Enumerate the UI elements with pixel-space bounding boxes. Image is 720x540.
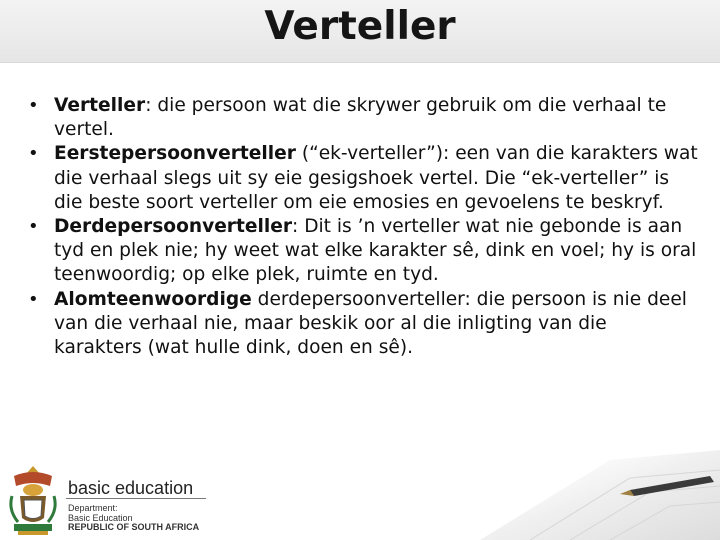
pen-paper-icon (470, 440, 720, 540)
bullet-dot-icon: • (28, 288, 39, 310)
bullet-item (26, 215, 698, 288)
bullet-term: Derdepersoonverteller (54, 216, 293, 238)
bullet-item (26, 94, 698, 142)
bullet-item (26, 288, 698, 361)
bullet-term: Verteller (54, 95, 146, 116)
bullet-term: Alomteenwoordige (54, 288, 252, 310)
bullet-text: derdepersoonverteller: die persoon is nie deel van die verhaal nie, maar beskik oor al die inligting van die karakters (wat hulle dink, doen en sê). (54, 288, 687, 359)
department-line: Department: (68, 503, 118, 513)
bullet-term: Eerstepersoonverteller (54, 143, 296, 165)
footer-divider (66, 498, 206, 499)
bullet-dot-icon: • (28, 95, 39, 116)
department-text (68, 504, 228, 533)
logo-text: basic education (68, 478, 194, 498)
department-line: REPUBLIC OF SOUTH AFRICA (68, 522, 200, 533)
department-line: Basic Education (68, 512, 133, 523)
coat-of-arms-icon (4, 460, 62, 538)
bullet-text: : die persoon wat die skrywer gebruik om die verhaal te vertel. (54, 95, 667, 141)
slide-content (26, 94, 698, 360)
bullet-item (26, 142, 698, 215)
slide-title: Verteller (264, 4, 456, 49)
bullet-text: : Dit is ’n verteller wat nie gebonde is aan tyd en plek nie; hy weet wat elke karakter sê, dink en voel; hy is oral teenwoordig; op elke plek, ruimte en tyd. (54, 216, 697, 286)
bullet-dot-icon: • (28, 143, 39, 165)
bullet-text: (“ek-verteller”): een van die karakters wat die verhaal slegs uit sy eie gesigshoek vertel. Die “ek-verteller” is die beste soort verteller om eie emosies en gevoelens te beskryf. (54, 143, 698, 213)
bullet-list (26, 94, 698, 360)
bullet-dot-icon: • (28, 216, 39, 238)
